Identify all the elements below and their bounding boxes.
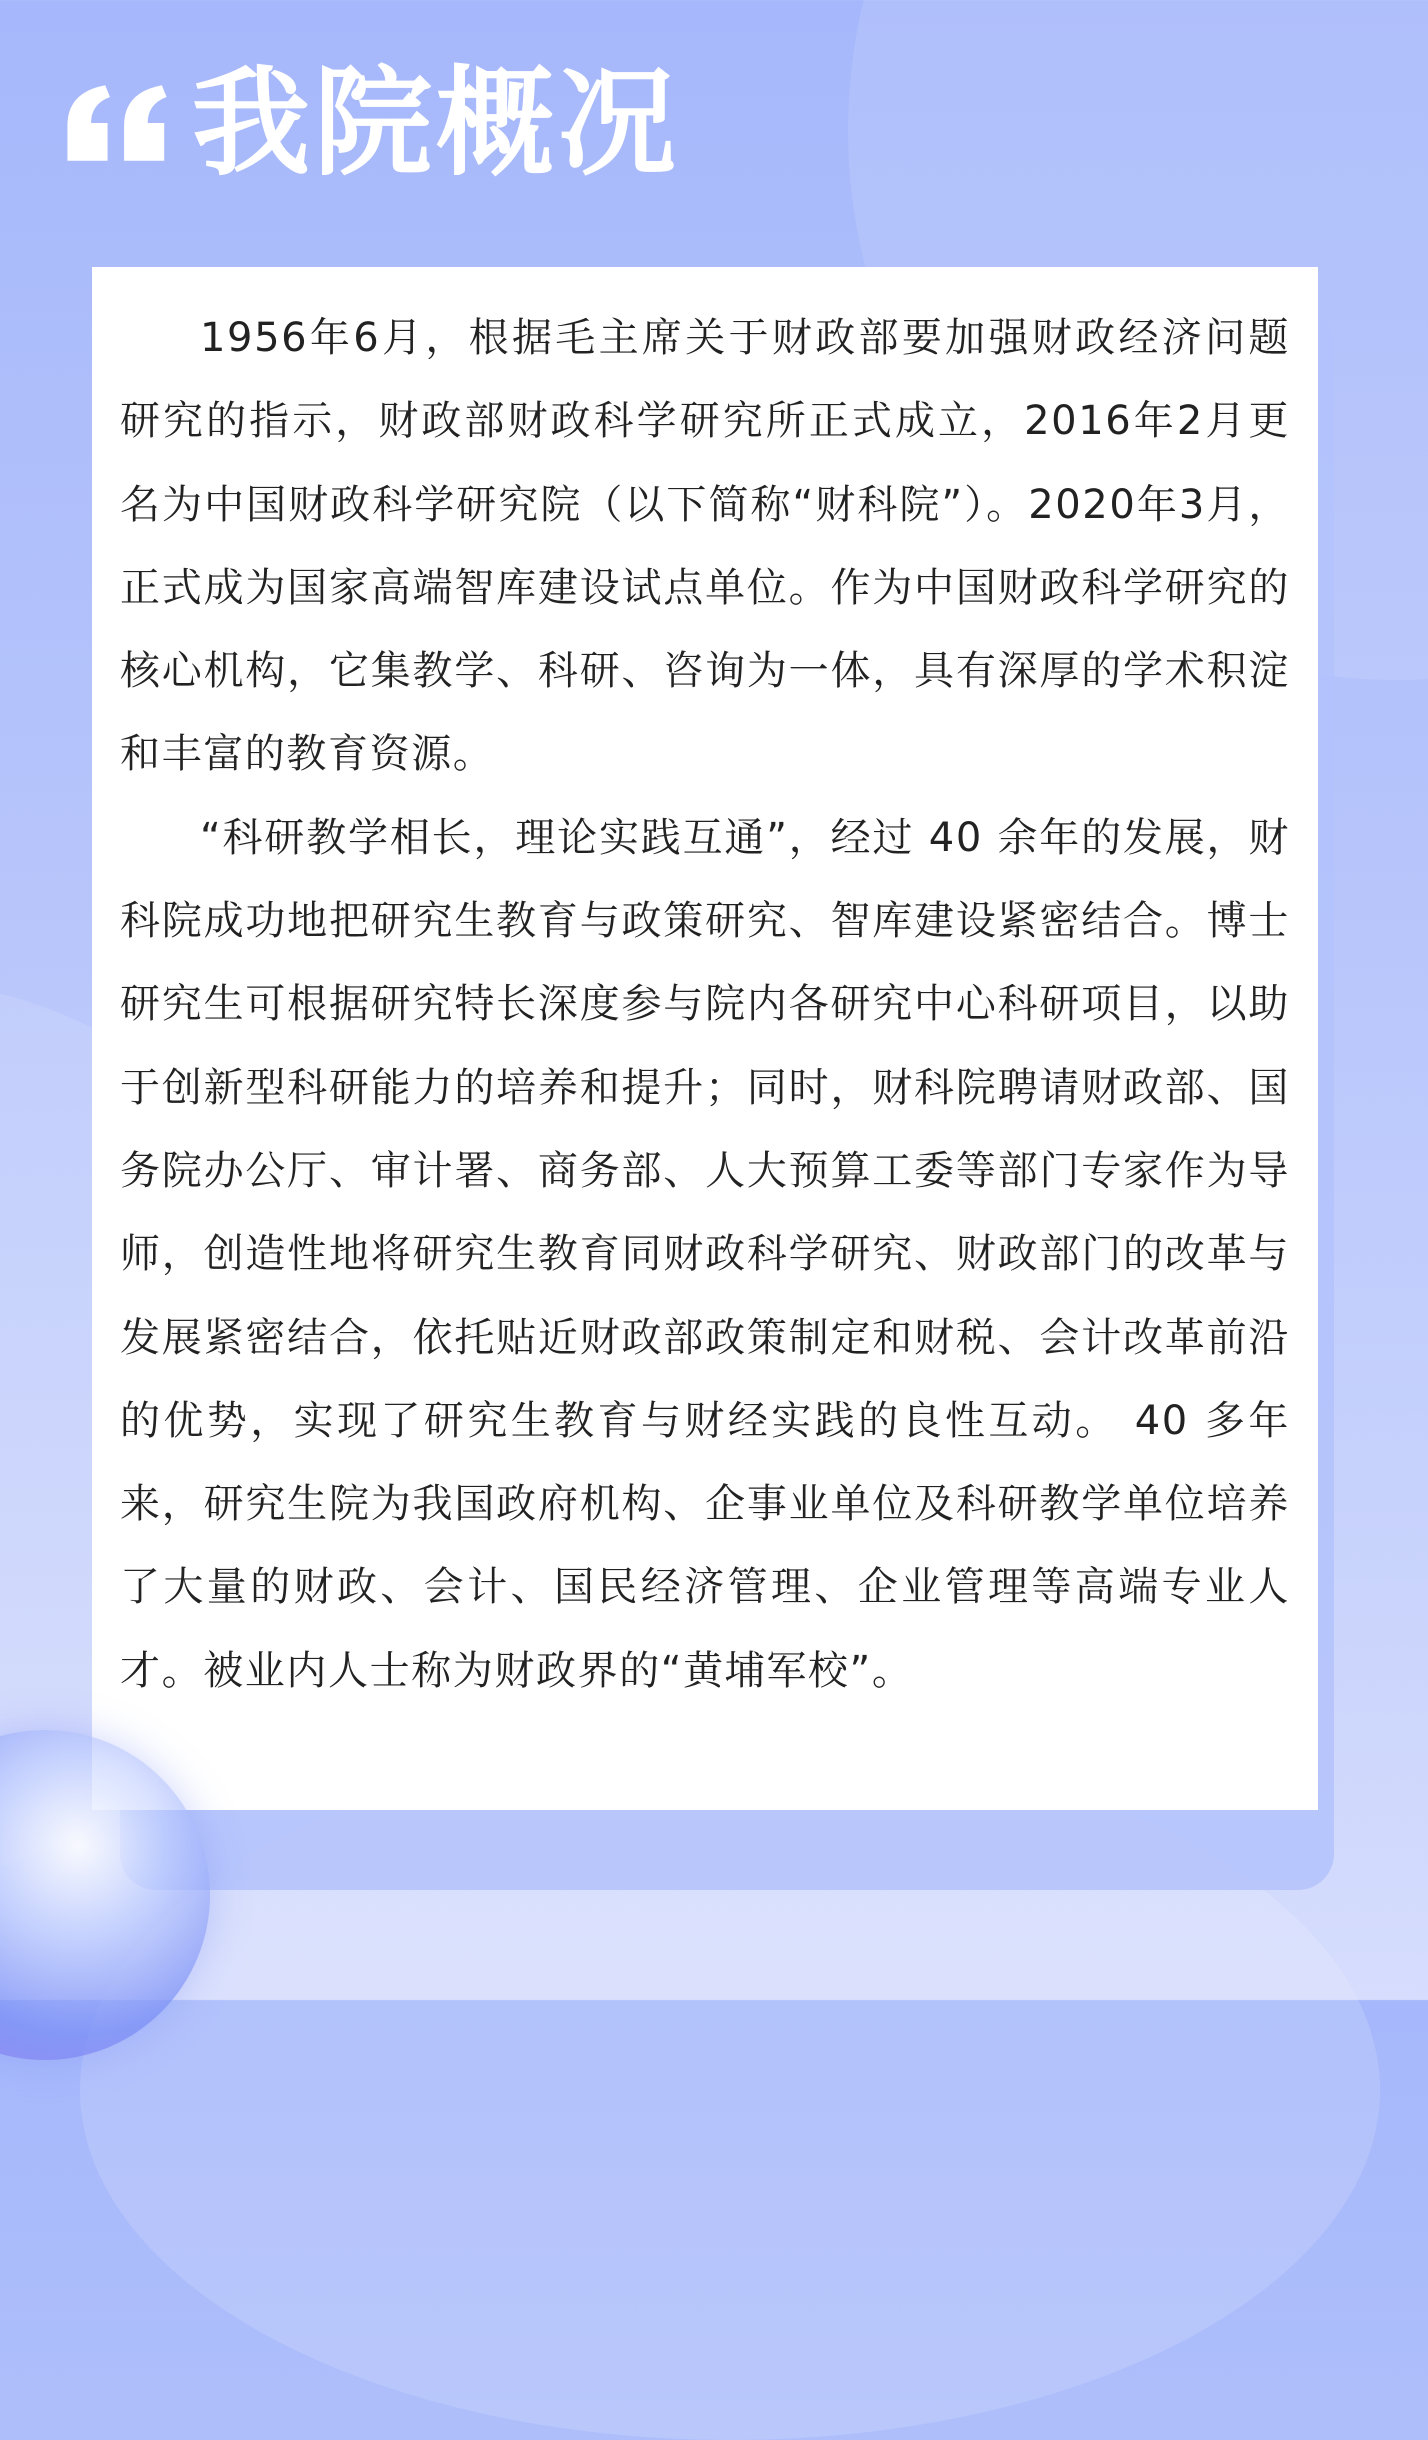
page-title: 我院概况 — [192, 54, 681, 192]
quote-mark-icon — [58, 64, 176, 182]
page-header — [58, 48, 680, 198]
development-paragraph: “科研教学相长，理论实践互通”，经过 40 余年的发展，财科院成功地把研究生教育与政策研究、智库建设紧密结合。博士研究生可根据研究特长深度参与院内各研究中心科研项目，以助于创新型科研能力的培养和提升；同时，财科院聘请财政部、国务院办公厅、审计署、商务部、人大预算工委等部门专家作为导师，创造性地将研究生教育同财政科学研究、财政部门的改革与发展紧密结合，依托贴近财政部政策制定和财税、会计改革前沿的优势，实现了研究生教育与财经实践的良性互动。 40 多年来，研究生院为我国政府机构、企事业单位及科研教学单位培养了大量的财政、会计、国民经济管理、企业管理等高端专业人才。被业内人士称为财政界的“黄埔军校”。 — [120, 814, 1290, 1694]
intro-paragraph: 1956年6月，根据毛主席关于财政部要加强财政经济问题研究的指示，财政部财政科学研究所正式成立，2016年2月更名为中国财政科学研究院（以下简称“财科院”）。2020年3月，正式成为国家高端智库建设试点单位。作为中国财政科学研究的核心机构，它集教学、科研、咨询为一体，具有深厚的学术积淀和丰富的教育资源。 — [120, 315, 1290, 778]
content-card — [92, 267, 1318, 1810]
